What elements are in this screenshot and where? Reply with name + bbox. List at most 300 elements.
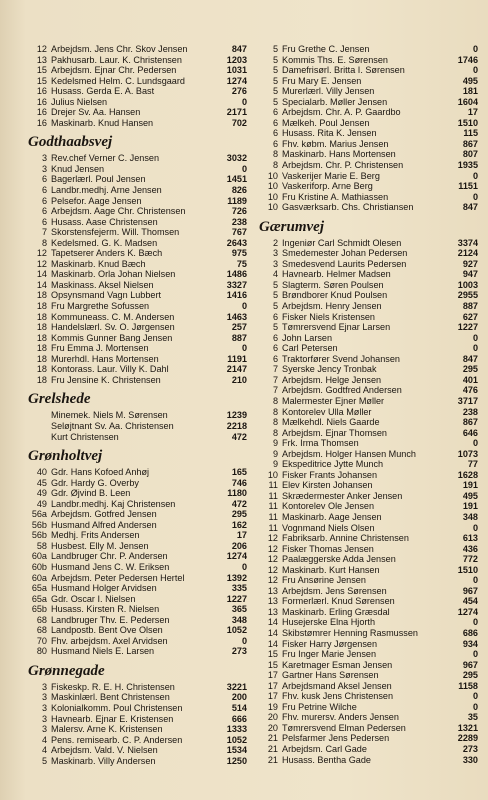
tax-value: 348: [231, 614, 247, 625]
resident-name: Fhv. murersv. Anders Jensen: [282, 712, 399, 723]
resident-name: Fru Kristine A. Mathiassen: [282, 191, 389, 202]
resident-row: [261, 139, 478, 150]
house-number: 11: [268, 480, 278, 491]
resident-name: Fru Grethe C. Jensen: [282, 44, 370, 54]
house-number: 3: [41, 681, 47, 692]
tax-value: 2171: [226, 107, 247, 118]
resident-name: Fru Emma J. Mortensen: [51, 343, 149, 354]
resident-row: [261, 628, 478, 639]
resident-row: [261, 554, 478, 565]
house-number: 12: [267, 554, 278, 565]
resident-row: [30, 185, 247, 196]
house-number: 40: [36, 467, 47, 478]
street-section: [30, 662, 247, 766]
house-number: 65a: [31, 583, 47, 594]
house-number: 5: [272, 75, 278, 86]
resident-name: Murerlærl. Villy Jensen: [282, 86, 375, 97]
tax-value: 276: [231, 86, 247, 97]
resident-row: [30, 410, 247, 421]
resident-name: Maskinarb. Erling Græsdal: [282, 606, 390, 617]
tax-value: 0: [472, 575, 478, 586]
tax-value: 1227: [226, 593, 247, 604]
resident-name: Maskinarb. Knud Bæch: [51, 258, 146, 269]
tax-value: 77: [467, 459, 478, 470]
resident-row: [30, 714, 247, 725]
resident-name: Murerhdl. Hans Mortensen: [51, 353, 159, 364]
resident-name: Fisker Thomas Jensen: [282, 543, 374, 554]
house-number: 5: [272, 290, 278, 301]
resident-row: [30, 615, 247, 626]
house-number: 19: [267, 701, 278, 712]
resident-row: [261, 512, 478, 523]
resident-row: [261, 259, 478, 270]
tax-value: 495: [462, 75, 478, 86]
tax-value: 1191: [227, 353, 247, 364]
tax-value: 35: [467, 712, 478, 723]
resident-row: [30, 735, 247, 746]
tax-value: 1416: [226, 290, 247, 301]
resident-name: Kommis Gunner Bang Jensen: [51, 332, 173, 343]
house-number: 8: [272, 395, 278, 406]
house-number: 11: [268, 511, 278, 522]
house-number: 6: [272, 138, 278, 149]
resident-row: [30, 682, 247, 693]
tax-value: 165: [231, 467, 247, 478]
house-number: 5: [272, 322, 278, 333]
house-number: 2: [272, 237, 278, 248]
resident-name: Carl Petersen: [282, 343, 338, 354]
house-number: 6: [41, 195, 47, 206]
resident-row: [30, 280, 247, 291]
tax-value: 472: [231, 498, 247, 509]
resident-name: Husejerske Elna Hjorth: [282, 617, 375, 628]
house-number: 12: [36, 258, 47, 269]
resident-name: Minemek. Niels M. Sørensen: [51, 410, 168, 421]
house-number: 60a: [31, 572, 47, 583]
house-number: 18: [36, 353, 47, 364]
resident-name: Husmand Jens C. W. Eriksen: [51, 561, 170, 572]
resident-name: Brøndborer Knud Poulsen: [282, 290, 388, 301]
resident-row: [30, 86, 247, 97]
house-number: 18: [36, 343, 47, 354]
resident-row: [30, 343, 247, 354]
resident-row: [30, 530, 247, 541]
tax-value: 686: [462, 627, 478, 638]
house-number: 10: [267, 202, 278, 213]
resident-row: [261, 55, 478, 66]
street-section: [30, 447, 247, 657]
house-number: 45: [36, 477, 47, 488]
resident-row: [261, 575, 478, 586]
street-section: [261, 218, 478, 765]
resident-row: [30, 703, 247, 714]
house-number: 12: [267, 533, 278, 544]
resident-name: Fru Petrine Wilche: [282, 701, 357, 712]
house-number: 3: [272, 258, 278, 269]
tax-value: 1052: [226, 734, 247, 745]
resident-name: Skorstensfejerm. Will. Thomsen: [51, 227, 180, 238]
resident-name: Landbr.medhj. Arne Jensen: [51, 185, 162, 196]
house-number: 11: [268, 490, 278, 501]
resident-name: Tømrersvend Elman Pedersen: [282, 722, 406, 733]
resident-name: Gdr. Øjvind B. Leen: [51, 488, 131, 499]
tax-value: 2147: [226, 364, 247, 375]
resident-name: Havnearb. Ejnar E. Kristensen: [51, 713, 174, 724]
resident-name: Arbejdsm. Ejnar Thomsen: [282, 427, 387, 438]
tax-value: 887: [231, 332, 247, 343]
house-number: 4: [272, 269, 278, 280]
resident-name: Landbruger Thv. E. Pedersen: [51, 614, 170, 625]
tax-value: 0: [241, 96, 247, 107]
house-number: 3: [41, 702, 47, 713]
resident-name: Kommuneass. C. M. Andersen: [51, 311, 175, 322]
resident-row: [261, 171, 478, 182]
house-number: 6: [41, 174, 47, 185]
resident-name: Kontorass. Laur. Villy K. Dahl: [51, 364, 169, 375]
columns: [30, 44, 478, 766]
resident-name: Pelsefor. Aage Jensen: [51, 195, 142, 206]
resident-row: [261, 269, 478, 280]
resident-row: [30, 562, 247, 573]
tax-value: 967: [462, 585, 478, 596]
resident-row: [30, 646, 247, 657]
resident-name: Landpostb. Bent Ove Olsen: [51, 625, 163, 636]
house-number: 4: [41, 745, 47, 756]
tax-value: 181: [462, 86, 478, 97]
resident-name: Arbejdsm. Aage Chr. Christensen: [51, 206, 186, 217]
resident-name: Ekspeditrice Jytte Munch: [282, 459, 384, 470]
resident-name: Arbejdsm. Chr. P. Christensen: [282, 160, 404, 171]
resident-row: [261, 44, 478, 55]
resident-name: Gartner Hans Sørensen: [282, 670, 379, 681]
tax-value: 295: [462, 364, 478, 375]
tax-value: 0: [472, 691, 478, 702]
resident-row: [261, 712, 478, 723]
resident-name: Fhv. kusk Jens Christensen: [282, 691, 394, 702]
tax-value: 238: [462, 406, 478, 417]
street-section: [30, 44, 247, 128]
resident-name: Gdr. Hardy G. Overby: [51, 477, 139, 488]
resident-name: Havnearb. Helmer Madsen: [282, 269, 391, 280]
resident-row: [261, 181, 478, 192]
house-number: 6: [272, 343, 278, 354]
house-number: 18: [36, 374, 47, 385]
tax-value: 934: [462, 638, 478, 649]
resident-name: Frk. Irma Thomsen: [282, 438, 359, 449]
house-number: 12: [267, 543, 278, 554]
resident-row: [261, 596, 478, 607]
resident-row: [30, 488, 247, 499]
tax-value: 847: [462, 353, 478, 364]
tax-value: 162: [231, 519, 247, 530]
resident-name: Skibstømrer Henning Rasmussen: [282, 627, 418, 638]
tax-value: 454: [462, 596, 478, 607]
resident-name: Elev Kirsten Johansen: [282, 480, 373, 491]
resident-name: Fru Inger Marie Jensen: [282, 649, 377, 660]
resident-row: [261, 149, 478, 160]
resident-row: [30, 499, 247, 510]
resident-row: [261, 290, 478, 301]
house-number: 15: [36, 65, 47, 76]
resident-row: [261, 544, 478, 555]
resident-name: Arbejdsm. Gotfred Jensen: [51, 509, 157, 520]
resident-row: [30, 333, 247, 344]
resident-row: [261, 118, 478, 129]
resident-name: Kedelsmed. G. K. Madsen: [51, 237, 158, 248]
resident-name: Tømrersvend Ejnar Larsen: [282, 322, 391, 333]
house-number: 18: [36, 290, 47, 301]
resident-name: Slagterm. Søren Poulsen: [282, 279, 384, 290]
tax-value: 365: [231, 604, 247, 615]
resident-row: [261, 639, 478, 650]
street-heading: Grelshede: [28, 391, 91, 408]
house-number: 6: [41, 216, 47, 227]
resident-name: Drejer Sv. Aa. Hansen: [51, 107, 141, 118]
resident-row: [261, 322, 478, 333]
house-number: 5: [272, 279, 278, 290]
tax-value: 3717: [457, 395, 478, 406]
resident-row: [30, 301, 247, 312]
tax-value: 0: [472, 170, 478, 181]
resident-row: [261, 470, 478, 481]
resident-row: [261, 128, 478, 139]
resident-row: [261, 723, 478, 734]
house-number: 5: [272, 65, 278, 76]
house-number: 6: [272, 332, 278, 343]
tax-value: 1031: [226, 65, 247, 76]
house-number: 56b: [31, 530, 47, 541]
resident-name: Kontorelev Ulla Møller: [282, 406, 372, 417]
tax-value: 238: [231, 216, 247, 227]
resident-name: Karetmager Esman Jensen: [282, 659, 393, 670]
house-number: 6: [272, 311, 278, 322]
resident-row: [261, 755, 478, 766]
house-number: 65a: [31, 593, 47, 604]
resident-name: Arbejdsm. Henry Jensen: [282, 301, 382, 312]
house-number: 15: [267, 649, 278, 660]
resident-name: Maskinarb. Aage Jensen: [282, 511, 382, 522]
house-number: 7: [272, 374, 278, 385]
resident-row: [261, 354, 478, 365]
resident-name: Arbejdsm. Helge Jensen: [282, 374, 382, 385]
tax-value: 0: [472, 332, 478, 343]
resident-name: Seløjtnant Sv. Aa. Christensen: [51, 420, 174, 431]
street-heading: Godthaabsvej: [28, 134, 113, 151]
resident-row: [261, 586, 478, 597]
tax-value: 0: [472, 65, 478, 76]
tax-value: 807: [462, 149, 478, 160]
tax-value: 847: [462, 202, 478, 213]
house-number: 13: [267, 585, 278, 596]
house-number: 17: [267, 680, 278, 691]
tax-value: 746: [231, 477, 247, 488]
tax-value: 1604: [457, 96, 478, 107]
tax-value: 0: [472, 438, 478, 449]
tax-value: 1189: [227, 195, 247, 206]
tax-value: 210: [231, 374, 247, 385]
resident-name: Kurt Christensen: [51, 431, 119, 442]
tax-value: 330: [462, 754, 478, 765]
tax-value: 295: [462, 670, 478, 681]
resident-row: [30, 227, 247, 238]
tax-value: 666: [231, 713, 247, 724]
tax-value: 1239: [226, 410, 247, 421]
tax-value: 1274: [457, 606, 478, 617]
house-number: 49: [36, 498, 47, 509]
house-number: 7: [41, 227, 47, 238]
resident-row: [30, 76, 247, 87]
house-number: 10: [267, 469, 278, 480]
resident-name: Gdr. Hans Kofoed Anhøj: [51, 467, 150, 478]
resident-row: [261, 333, 478, 344]
house-number: 16: [36, 86, 47, 97]
resident-row: [30, 174, 247, 185]
tax-value: 867: [462, 138, 478, 149]
house-number: 8: [41, 237, 47, 248]
tax-value: 0: [472, 701, 478, 712]
resident-name: Arbejdsmand Aksel Jensen: [282, 680, 392, 691]
resident-row: [30, 269, 247, 280]
house-number: 3: [41, 153, 47, 164]
tax-value: 2955: [457, 290, 478, 301]
house-number: 16: [36, 107, 47, 118]
tax-value: 17: [236, 530, 247, 541]
house-number: 56a: [31, 509, 47, 520]
resident-name: John Larsen: [282, 332, 333, 343]
resident-row: [261, 523, 478, 534]
street-section: [261, 44, 478, 213]
resident-row: [261, 501, 478, 512]
resident-name: Fru Mary E. Jensen: [282, 75, 362, 86]
tax-value: 0: [241, 163, 247, 174]
street-heading: Grønnegade: [28, 662, 105, 679]
tax-value: 115: [463, 128, 478, 139]
tax-value: 1227: [457, 322, 478, 333]
resident-name: Landbruger Chr. P. Andersen: [51, 551, 168, 562]
house-number: 15: [36, 75, 47, 86]
house-number: 6: [272, 128, 278, 139]
resident-row: [261, 343, 478, 354]
resident-row: [261, 160, 478, 171]
resident-name: Husbest. Elly M. Jensen: [51, 540, 149, 551]
resident-row: [261, 385, 478, 396]
tax-value: 1158: [458, 680, 478, 691]
tax-value: 295: [231, 509, 247, 520]
resident-row: [30, 364, 247, 375]
resident-row: [261, 202, 478, 213]
house-number: 20: [267, 712, 278, 723]
house-number: 68: [36, 614, 47, 625]
resident-name: Husmand Holger Arvidsen: [51, 583, 157, 594]
resident-name: Maskinass. Aksel Nielsen: [51, 279, 154, 290]
resident-name: Fabriksarb. Annine Christensen: [282, 533, 409, 544]
tax-value: 1274: [226, 551, 247, 562]
house-number: 16: [36, 96, 47, 107]
resident-row: [30, 118, 247, 129]
house-number: 7: [272, 385, 278, 396]
house-number: 16: [36, 117, 47, 128]
resident-row: [30, 509, 247, 520]
tax-value: 348: [462, 511, 478, 522]
resident-row: [261, 459, 478, 470]
resident-row: [30, 636, 247, 647]
tax-value: 927: [462, 258, 478, 269]
tax-value: 3032: [226, 153, 247, 164]
resident-name: Kedelsmed Helm. C. Lundsgaard: [51, 75, 185, 86]
house-number: 7: [272, 364, 278, 375]
house-number: 9: [272, 448, 278, 459]
tax-value: 947: [462, 269, 478, 280]
tax-value: 613: [462, 533, 478, 544]
resident-row: [261, 301, 478, 312]
tax-value: 273: [462, 744, 478, 754]
resident-name: Fiskeskp. R. E. H. Christensen: [51, 681, 175, 692]
resident-row: [261, 691, 478, 702]
house-number: 13: [267, 596, 278, 607]
resident-name: Fru Ansørine Jensen: [282, 575, 366, 586]
house-number: 6: [272, 117, 278, 128]
house-number: 49: [36, 488, 47, 499]
house-number: 21: [267, 754, 278, 765]
resident-row: [30, 724, 247, 735]
tax-value: 436: [462, 543, 478, 554]
resident-name: Husass. Bentha Gade: [282, 754, 371, 765]
tax-value: 1486: [226, 269, 247, 280]
resident-row: [261, 86, 478, 97]
house-number: 18: [36, 311, 47, 322]
house-number: 8: [272, 406, 278, 417]
house-number: 3: [41, 724, 47, 735]
resident-row: [261, 533, 478, 544]
resident-row: [30, 692, 247, 703]
resident-name: Knud Jensen: [51, 163, 105, 174]
resident-row: [30, 322, 247, 333]
resident-row: [30, 206, 247, 217]
tax-value: 1392: [226, 572, 247, 583]
resident-row: [261, 449, 478, 460]
tax-value: 1321: [457, 722, 478, 733]
resident-name: Husmand Niels E. Larsen: [51, 646, 155, 657]
tax-value: 646: [462, 427, 478, 438]
tax-value: 2643: [226, 237, 247, 248]
tax-value: 2218: [226, 420, 247, 431]
tax-value: 401: [462, 374, 478, 385]
resident-name: Rev.chef Verner C. Jensen: [51, 153, 160, 164]
resident-row: [261, 407, 478, 418]
resident-row: [261, 312, 478, 323]
resident-row: [30, 421, 247, 432]
house-number: 5: [272, 44, 278, 54]
resident-name: Arbejdsm. Holger Hansen Munch: [282, 448, 416, 459]
tax-value: 1534: [226, 745, 247, 756]
resident-name: Husass. Gerda E. A. Bast: [51, 86, 155, 97]
house-number: 9: [272, 438, 278, 449]
resident-name: Pens. remisearb. C. P. Andersen: [51, 734, 183, 745]
house-number: 10: [267, 170, 278, 181]
tax-value: 0: [472, 617, 478, 628]
street-section: [30, 133, 247, 385]
resident-name: Traktorfører Svend Johansen: [282, 353, 400, 364]
resident-name: Fisker Niels Kristensen: [282, 311, 375, 322]
house-number: 13: [267, 606, 278, 617]
house-number: 6: [272, 353, 278, 364]
resident-name: Pakhusarb. Laur. K. Christensen: [51, 54, 182, 65]
resident-row: [30, 551, 247, 562]
house-number: 60b: [31, 561, 47, 572]
resident-row: [30, 467, 247, 478]
house-number: 58: [36, 540, 47, 551]
resident-name: Husmand Alfred Andersen: [51, 519, 157, 530]
